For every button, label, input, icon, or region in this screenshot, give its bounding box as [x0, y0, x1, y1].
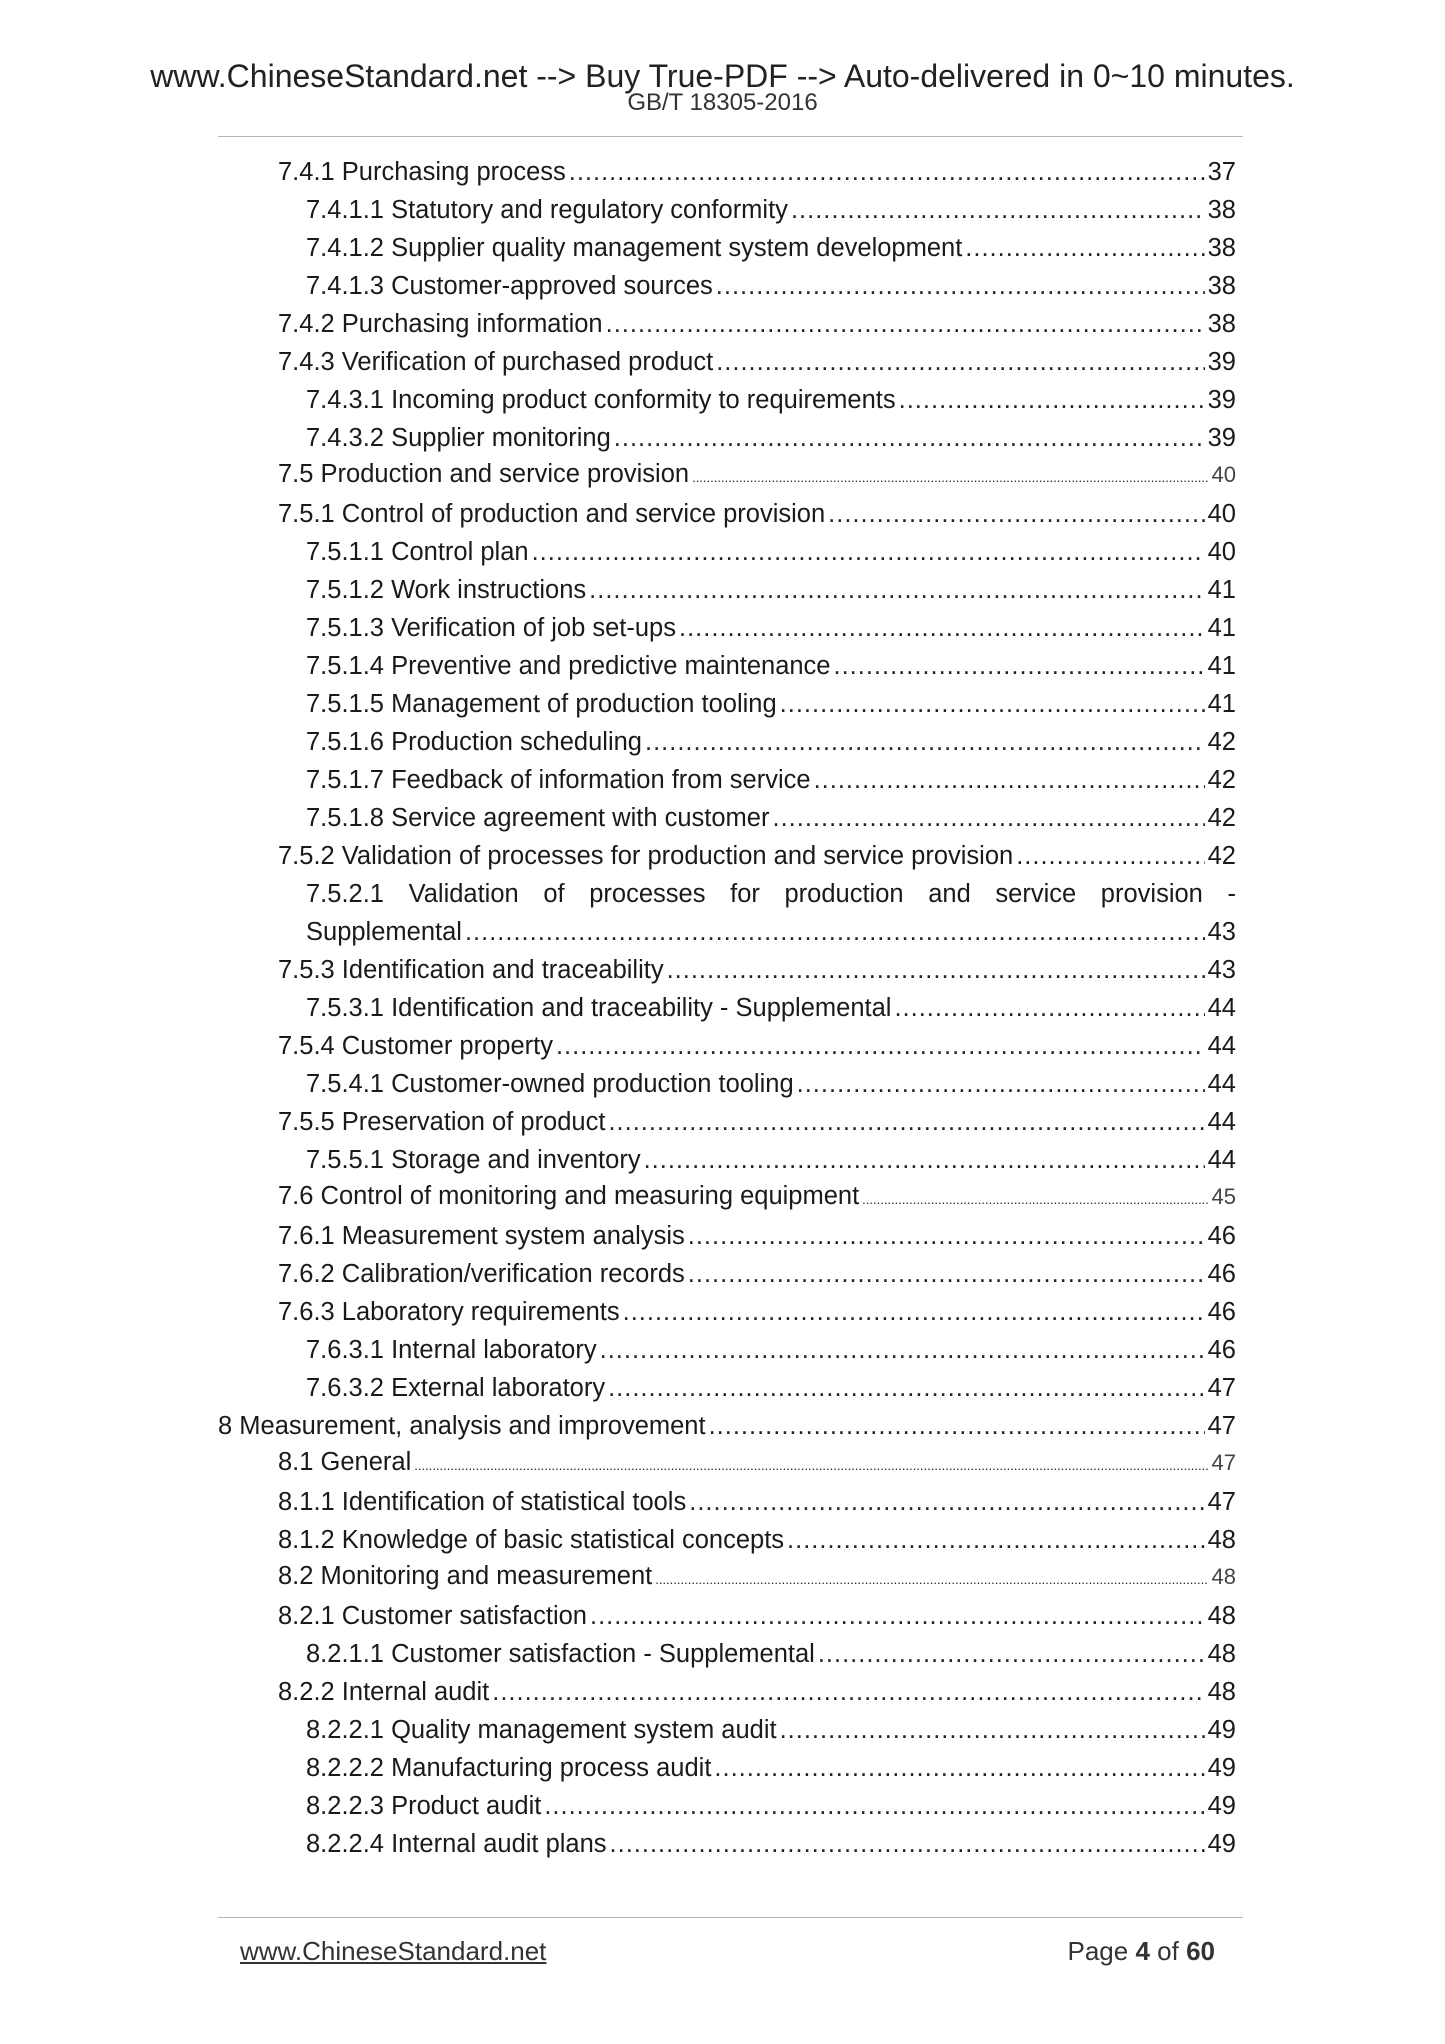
- toc-entry[interactable]: 7.5.5.1 Storage and inventory ..... 44: [306, 1143, 1236, 1177]
- toc-entry[interactable]: 8 Measurement, analysis and improvement ..... 47: [218, 1409, 1236, 1443]
- toc-entry[interactable]: 8.1.1 Identification of statistical tools ..... 47: [278, 1485, 1236, 1519]
- toc-entry[interactable]: 7.6.3 Laboratory requirements ..... 46: [278, 1295, 1236, 1329]
- toc-entry[interactable]: 7.4.1.3 Customer-approved sources ..... 38: [306, 269, 1236, 303]
- toc-entry[interactable]: 7.5.1.5 Management of production tooling ..... 41: [306, 687, 1236, 721]
- toc-entry[interactable]: 7.4.3.2 Supplier monitoring ..... 39: [306, 421, 1236, 455]
- toc-entry[interactable]: 7.4.3.1 Incoming product conformity to requirements ..... 39: [306, 383, 1236, 417]
- total-pages: 60: [1186, 1936, 1215, 1966]
- toc-entry[interactable]: 8.2.2.2 Manufacturing process audit ..... 49: [306, 1751, 1236, 1785]
- page-number: Page 4 of 60: [1067, 1936, 1215, 1966]
- toc-entry[interactable]: 7.6.1 Measurement system analysis ..... 46: [278, 1219, 1236, 1253]
- toc-entry[interactable]: 7.5.2 Validation of processes for production and service provision ..... 42: [278, 839, 1236, 873]
- toc-entry[interactable]: 7.5.1 Control of production and service provision ..... 40: [278, 497, 1236, 531]
- toc-entry[interactable]: 7.6 Control of monitoring and measuring equipment ..... 45: [278, 1179, 1236, 1217]
- toc-entry[interactable]: 7.6.3.2 External laboratory ..... 47: [306, 1371, 1236, 1405]
- toc-entry[interactable]: 8.2 Monitoring and measurement ..... 48: [278, 1559, 1236, 1597]
- toc-entry[interactable]: 7.4.1 Purchasing process ..... 37: [278, 155, 1236, 189]
- toc-entry[interactable]: 7.5 Production and service provision ..... 40: [278, 457, 1236, 495]
- toc-entry[interactable]: 7.6.2 Calibration/verification records ..... 46: [278, 1257, 1236, 1291]
- toc-entry[interactable]: 7.5.5 Preservation of product ..... 44: [278, 1105, 1236, 1139]
- toc-entry[interactable]: Supplemental ..... 43: [306, 915, 1236, 949]
- toc-entry[interactable]: 7.6.3.1 Internal laboratory ..... 46: [306, 1333, 1236, 1367]
- toc-entry[interactable]: 7.5.1.3 Verification of job set-ups ..... 41: [306, 611, 1236, 645]
- toc-entry[interactable]: 7.4.2 Purchasing information ..... 38: [278, 307, 1236, 341]
- toc-entry[interactable]: 7.4.3 Verification of purchased product ..... 39: [278, 345, 1236, 379]
- footer-divider: [218, 1917, 1243, 1918]
- toc-entry[interactable]: 8.2.2 Internal audit ..... 48: [278, 1675, 1236, 1709]
- toc-entry[interactable]: 8.1 General ..... 47: [278, 1445, 1236, 1483]
- toc-entry[interactable]: 7.5.1.4 Preventive and predictive maintenance ..... 41: [306, 649, 1236, 683]
- toc-entry[interactable]: 7.5.3.1 Identification and traceability - Supplemental ..... 44: [306, 991, 1236, 1025]
- toc-entry[interactable]: 8.2.1 Customer satisfaction ..... 48: [278, 1599, 1236, 1633]
- toc-entry[interactable]: 8.1.2 Knowledge of basic statistical concepts ..... 48: [278, 1523, 1236, 1557]
- current-page: 4: [1135, 1936, 1150, 1966]
- toc-entry[interactable]: 8.2.2.1 Quality management system audit ..... 49: [306, 1713, 1236, 1747]
- header-banner: www.ChineseStandard.net --> Buy True-PDF --> Auto-delivered in 0~10 minutes.: [150, 58, 1295, 94]
- toc-entry[interactable]: 7.5.1.8 Service agreement with customer ..... 42: [306, 801, 1236, 835]
- toc-entry-wrapped-line[interactable]: 7.5.2.1 Validation of processes for production and service provision -: [306, 880, 1236, 908]
- toc-entry[interactable]: 8.2.1.1 Customer satisfaction - Supplemental ..... 48: [306, 1637, 1236, 1671]
- toc-entry[interactable]: 7.5.4 Customer property ..... 44: [278, 1029, 1236, 1063]
- footer-site-link[interactable]: www.ChineseStandard.net: [240, 1936, 547, 1966]
- header-divider: [218, 136, 1243, 137]
- toc-entry[interactable]: 8.2.2.4 Internal audit plans ..... 49: [306, 1827, 1236, 1861]
- toc-entry[interactable]: 7.4.1.2 Supplier quality management system development ..... 38: [306, 231, 1236, 265]
- toc-entry[interactable]: 7.4.1.1 Statutory and regulatory conformity ..... 38: [306, 193, 1236, 227]
- toc-entry[interactable]: 7.5.1.7 Feedback of information from service ..... 42: [306, 763, 1236, 797]
- toc-entry[interactable]: 8.2.2.3 Product audit ..... 49: [306, 1789, 1236, 1823]
- toc-entry[interactable]: 7.5.1.6 Production scheduling ..... 42: [306, 725, 1236, 759]
- toc-entry[interactable]: 7.5.1.1 Control plan ..... 40: [306, 535, 1236, 569]
- document-id: GB/T 18305-2016: [627, 89, 818, 116]
- toc-entry[interactable]: 7.5.1.2 Work instructions ..... 41: [306, 573, 1236, 607]
- toc-entry[interactable]: 7.5.3 Identification and traceability ..... 43: [278, 953, 1236, 987]
- toc-entry[interactable]: 7.5.4.1 Customer-owned production tooling ..... 44: [306, 1067, 1236, 1101]
